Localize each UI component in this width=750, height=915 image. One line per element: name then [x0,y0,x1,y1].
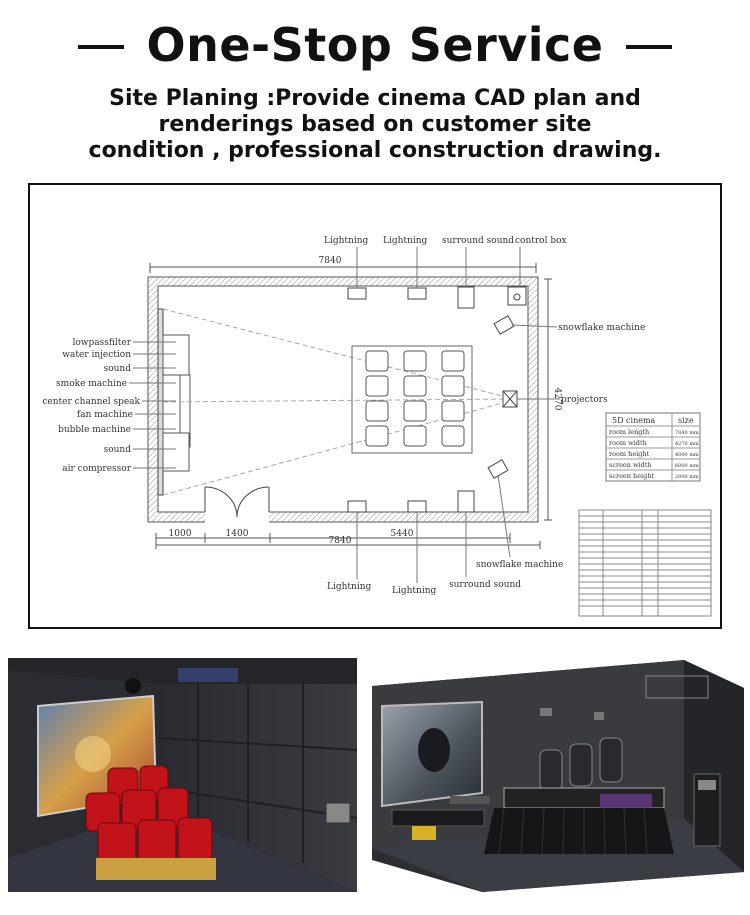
label-bottom-lightning-2: Lightning [392,586,437,596]
label-left: bubble machine [58,425,131,435]
equipment-cabinets [163,335,190,471]
label-left: sound [103,364,131,374]
dim-top-label: 7840 [318,256,342,266]
spec-cell: screen width [609,461,652,469]
spec-cell: room width [609,439,647,447]
dim-side-label: 4270 [552,387,562,411]
bottom-leader-lines [357,512,466,583]
label-top-lightning-1: Lightning [324,236,369,246]
left-labels [42,338,140,474]
red-seats-render-svg [8,658,357,892]
projector-icon [503,391,517,407]
spec-cell: screen height [609,472,655,480]
spec-cell: 2800 mm [675,474,699,480]
title-dash-right [626,45,672,49]
legend-table [579,510,711,616]
title-text: One-Stop Service [146,18,604,72]
spec-header-cell: 5D cinema [612,416,656,425]
room-cutaway-render-svg [364,658,746,892]
spec-cell: 4000 mm [675,452,699,458]
dim-bottom-b: 1400 [225,529,249,539]
subtitle-line: condition , professional construction drawing. [88,138,662,163]
label-left: air compressor [62,464,131,474]
label-left: smoke machine [56,379,127,389]
spec-cell: 4270 mm [675,441,699,447]
title-dash-left [78,45,124,49]
subtitle [60,86,690,164]
label-left: lowpassfilter [72,338,131,348]
spec-table [606,413,700,481]
dim-bottom-a: 1000 [168,529,192,539]
label-projectors: projectors [561,395,608,405]
spec-header-cell: size [678,416,694,425]
dim-bottom-c: 5440 [390,529,414,539]
label-bottom-surround: surround sound [449,580,522,590]
spec-cell: room length [609,428,650,436]
label-left: center channel speak [42,397,140,407]
subtitle-line: Site Planing :Provide cinema CAD plan and [109,86,641,111]
control-box [508,287,526,305]
spec-cell: 7840 mm [675,430,699,436]
label-left: fan machine [76,410,133,420]
label-top-lightning-2: Lightning [383,236,428,246]
spec-cell: room height [609,450,650,458]
label-snowflake-top: snowflake machine [558,323,646,333]
page-title [0,18,750,72]
label-left: sound [103,445,131,455]
label-snowflake-bottom: snowflake machine [476,560,564,570]
screen [158,309,163,495]
cad-plan-drawing [28,183,722,629]
cinema-render-room-cutaway [364,658,746,892]
cinema-render-red-seats [8,658,357,892]
label-left: water injection [62,350,131,360]
dimension-top [150,263,536,273]
label-bottom-lightning-1: Lightning [327,582,372,592]
spec-cell: 6000 mm [675,463,699,469]
label-top-control-box: control box [515,236,567,246]
dim-bottom-total: 7840 [328,536,352,546]
subtitle-line: renderings based on customer site [158,112,592,137]
cad-plan-svg [30,185,720,627]
label-top-surround: surround sound [442,236,515,246]
